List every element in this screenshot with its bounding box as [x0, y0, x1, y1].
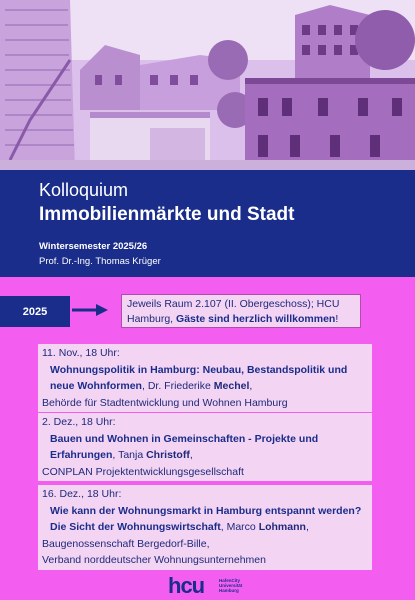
location-text: Jeweils Raum 2.107 (II. Obergeschoss); HCU Hamburg, [127, 298, 340, 325]
speaker-name: Lohmann [258, 521, 306, 534]
location-info: Jeweils Raum 2.107 (II. Obergeschoss); HCU Hamburg, Gäste sind herzlich willkommen! [121, 294, 361, 328]
title-banner [0, 170, 415, 277]
professor-name: Prof. Dr.-Ing. Thomas Krüger [39, 256, 161, 267]
event-card: 2. Dez., 18 Uhr: Bauen und Wohnen in Gemeinschaften - Projekte und Erfahrungen, Tanja Christoff, CONPLAN Projektentwicklungsgesellschaft [38, 413, 372, 481]
colloquium-label: Kolloquium [39, 180, 129, 200]
event-date: 2. Dez., 18 Uhr: [42, 416, 116, 428]
event-title-cont: Erfahrungen [50, 449, 113, 462]
header-photo [0, 0, 415, 170]
event-organization: Baugenossenschaft Bergedorf-Bille, [42, 537, 210, 550]
event-title-cont: neue Wohnformen [50, 380, 142, 393]
event-title: Wie kann der Wohnungsmarkt in Hamburg entspannt werden? [50, 504, 362, 517]
speaker-name: Christoff [146, 449, 190, 462]
hcu-logo [168, 573, 248, 597]
hcu-logo-subtitle: HafenCity Universität Hamburg [219, 578, 243, 593]
event-organization: CONPLAN Projektentwicklungsgesellschaft [42, 465, 244, 478]
event-date: 11. Nov., 18 Uhr: [42, 347, 120, 359]
colloquium-title: Immobilienmärkte und Stadt [39, 204, 295, 225]
speaker-name: Mechel [213, 380, 250, 393]
event-organization-2: Verband norddeutscher Wohnungsunternehmen [42, 554, 266, 567]
event-date: 16. Dez., 18 Uhr: [42, 488, 122, 500]
event-card: 11. Nov., 18 Uhr: Wohnungspolitik in Hamburg: Neubau, Bestandspolitik und neue Wohnformen, Dr. Friederike Mechel, Behörde für Stadtentwicklung und Wohnen Hamburg [38, 344, 372, 412]
event-card: 16. Dez., 18 Uhr: Wie kann der Wohnungsmarkt in Hamburg entspannt werden? Die Sicht der Wohnungswirtschaft, Marco Lohmann, Baugenossenschaft Bergedorf-Bille, Verband norddeutscher Wohnungsunternehmen [38, 485, 372, 570]
event-organization: Behörde für Stadtentwicklung und Wohnen Hamburg [42, 396, 288, 409]
guests-welcome: Gäste sind herzlich willkommen [176, 313, 336, 325]
event-title: Wohnungspolitik in Hamburg: Neubau, Bestandspolitik und [50, 363, 348, 376]
year-badge: 2025 [0, 296, 70, 327]
event-title-cont: Die Sicht der Wohnungswirtschaft [50, 521, 221, 534]
event-title: Bauen und Wohnen in Gemeinschaften - Projekte und [50, 432, 319, 445]
hcu-logo-text: hcu [168, 573, 205, 598]
arrow-right-icon [72, 304, 108, 316]
semester-label: Wintersemester 2025/26 [39, 241, 148, 252]
